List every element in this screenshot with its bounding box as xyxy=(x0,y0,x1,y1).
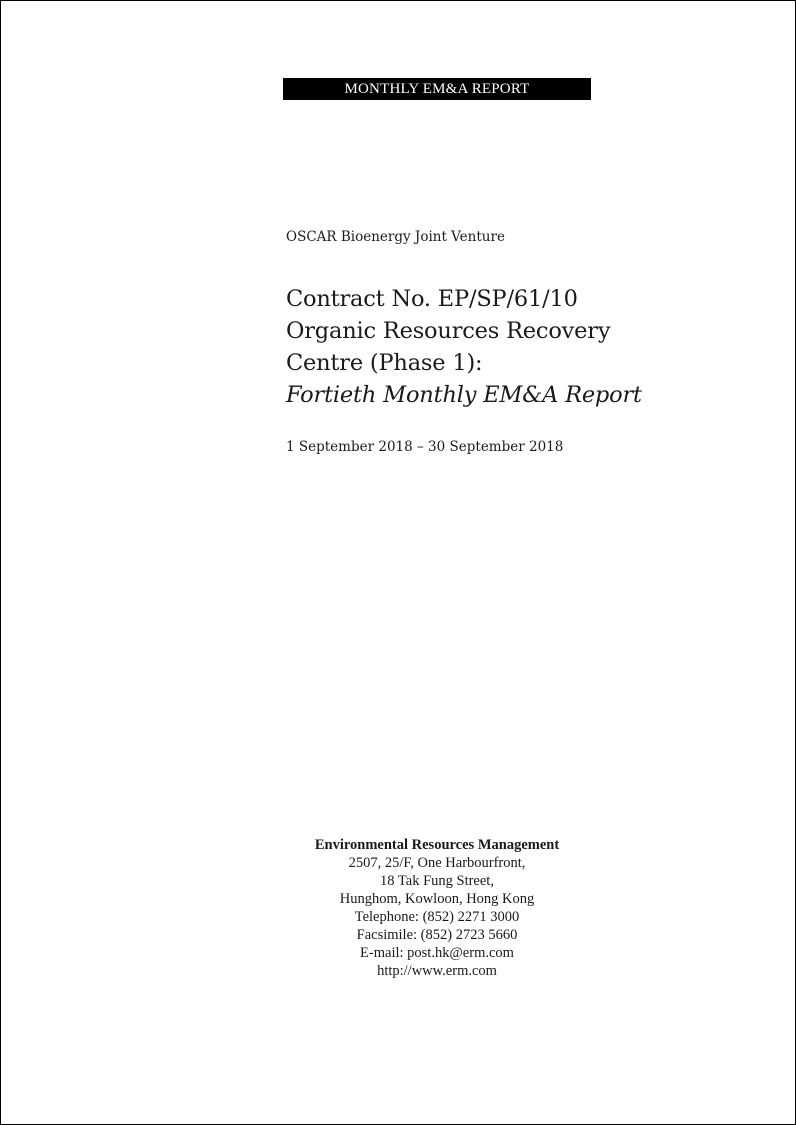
contract-number: Contract No. EP/SP/61/10 xyxy=(286,286,578,312)
address-street-2: 18 Tak Fung Street, xyxy=(380,873,494,889)
address-district: Hunghom, Kowloon, Hong Kong xyxy=(339,891,535,907)
website-url: http://www.erm.com xyxy=(377,963,497,979)
consultant-organisation: Environmental Resources Management xyxy=(314,837,560,853)
report-title xyxy=(286,283,642,411)
telephone-number: Telephone: (852) 2271 3000 xyxy=(354,909,520,925)
email-address: E-mail: post.hk@erm.com xyxy=(360,945,514,961)
report-subtitle: Fortieth Monthly EM&A Report xyxy=(286,382,642,408)
client-name: OSCAR Bioenergy Joint Venture xyxy=(286,229,505,245)
consultant-address-block xyxy=(237,836,637,980)
address-street-1: 2507, 25/F, One Harbourfront, xyxy=(348,855,526,871)
report-type-banner: MONTHLY EM&A REPORT xyxy=(283,78,591,100)
facsimile-number: Facsimile: (852) 2723 5660 xyxy=(356,927,518,943)
project-name-line-1: Organic Resources Recovery xyxy=(286,318,611,344)
reporting-period: 1 September 2018 – 30 September 2018 xyxy=(286,439,564,455)
project-name-line-2: Centre (Phase 1): xyxy=(286,350,483,376)
